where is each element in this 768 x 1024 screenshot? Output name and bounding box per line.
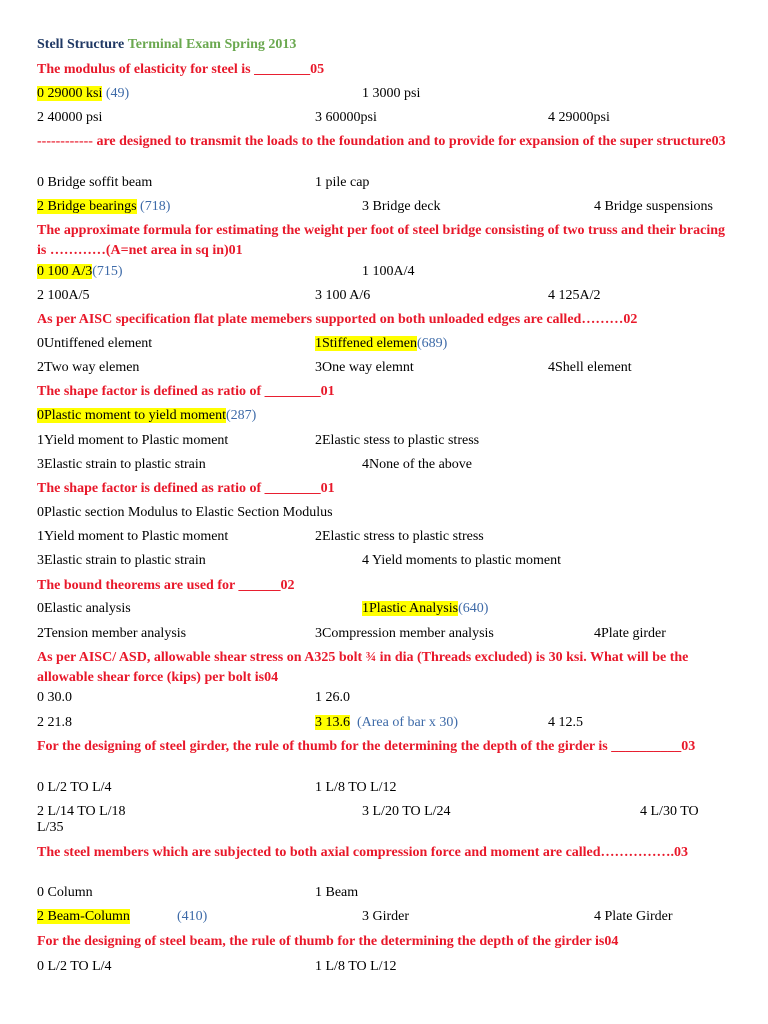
q7-option-2: 2Tension member analysis (37, 626, 187, 641)
q3-row-1 (0, 262, 768, 282)
q1-option-2: 2 40000 psi (37, 110, 103, 125)
q2-option-2: 2 Bridge bearings (37, 199, 137, 214)
q3-option-4: 4 125A/2 (548, 288, 601, 303)
title-subject: Stell Structure (37, 37, 125, 52)
question-8: As per AISC/ ASD, allowable shear stress on A325 bolt ¾ in dia (Threads excluded) is 30 ksi. What will be the allowable shear force (kips) per bolt is04 (37, 650, 689, 685)
q11-option-0: 0 L/2 TO L/4 (37, 959, 112, 974)
q7-row-1 (0, 599, 768, 619)
q3-option-0: 0 100 A/3 (37, 264, 93, 279)
q10-note: (410) (177, 909, 208, 924)
q4-option-1: 1Stiffened elemen (315, 336, 417, 351)
q8-note: (Area of bar x 30) (357, 715, 459, 730)
q10-option-2: 2 Beam-Column (37, 909, 130, 924)
question-1: The modulus of elasticity for steel is ________05 (37, 62, 325, 77)
q6-row-2 (0, 527, 768, 547)
q4-row-2 (0, 358, 768, 378)
q9-option-4-cont: L/35 (37, 820, 64, 835)
q4-option-3: 3One way elemnt (315, 360, 414, 375)
q5-option-0: 0Plastic moment to yield moment (37, 408, 226, 423)
q4-option-4: 4Shell element (548, 360, 632, 375)
q6-row-1 (0, 503, 768, 523)
q9-option-4: 4 L/30 TO (640, 804, 699, 819)
question-9: For the designing of steel girder, the rule of thumb for the determining the depth of the girder is __________03 (37, 739, 696, 754)
question-5: The shape factor is defined as ratio of ________01 (37, 384, 335, 399)
q5-row-2 (0, 431, 768, 451)
question-2: ------------ are designed to transmit the loads to the foundation and to provide for expansion of the super structure03 (37, 134, 726, 149)
q8-row-2 (0, 713, 768, 733)
q2-note: (718) (140, 199, 171, 214)
question-3: The approximate formula for estimating the weight per foot of steel bridge consisting of two truss and their bracing is …………(A=net area in sq in)01 (37, 223, 726, 258)
q8-option-3: 3 13.6 (315, 715, 350, 730)
q2-option-0: 0 Bridge soffit beam (37, 175, 153, 190)
q8-option-1: 1 26.0 (315, 690, 350, 705)
q7-option-1: 1Plastic Analysis (362, 601, 459, 616)
q4-option-2: 2Two way elemen (37, 360, 140, 375)
question-4: As per AISC specification flat plate memebers supported on both unloaded edges are called………02 (37, 312, 638, 327)
q1-row-2 (0, 108, 768, 128)
q2-option-4: 4 Bridge suspensions (594, 199, 713, 214)
q10-option-3: 3 Girder (362, 909, 410, 924)
q10-row-2 (0, 907, 768, 927)
q2-row-2 (0, 197, 768, 217)
q5-option-3: 3Elastic strain to plastic strain (37, 457, 206, 472)
q1-option-4: 4 29000psi (548, 110, 610, 125)
q3-note: (715) (92, 264, 123, 279)
q7-option-4: 4Plate girder (594, 626, 666, 641)
question-11: For the designing of steel beam, the rule of thumb for the determining the depth of the girder is04 (37, 934, 619, 949)
q8-option-4: 4 12.5 (548, 715, 583, 730)
document-title (0, 35, 768, 55)
q8-row-1 (0, 688, 768, 708)
q1-note: (49) (105, 86, 130, 101)
q6-option-4: 4 Yield moments to plastic moment (362, 553, 561, 568)
q10-option-4: 4 Plate Girder (594, 909, 673, 924)
q9-row-1 (0, 778, 768, 798)
q4-option-0: 0Untiffened element (37, 336, 153, 351)
q1-row-1 (0, 84, 768, 104)
title-exam: Terminal Exam Spring 2013 (127, 37, 297, 52)
q6-option-1: 1Yield moment to Plastic moment (37, 529, 229, 544)
q5-note: (287) (225, 408, 257, 423)
q3-option-3: 3 100 A/6 (315, 288, 371, 303)
q7-option-0: 0Elastic analysis (37, 601, 131, 616)
q7-note: (640) (458, 601, 489, 616)
q3-row-2 (0, 286, 768, 306)
q9-option-0: 0 L/2 TO L/4 (37, 780, 112, 795)
q4-row-1 (0, 334, 768, 354)
q7-row-2 (0, 624, 768, 644)
q10-option-1: 1 Beam (315, 885, 359, 900)
q3-option-2: 2 100A/5 (37, 288, 90, 303)
q9-option-3: 3 L/20 TO L/24 (362, 804, 451, 819)
q5-row-3 (0, 455, 768, 475)
q9-option-2: 2 L/14 TO L/18 (37, 804, 126, 819)
q1-option-3: 3 60000psi (315, 110, 377, 125)
q11-option-1: 1 L/8 TO L/12 (315, 959, 397, 974)
q5-option-2: 2Elastic stess to plastic stress (315, 433, 480, 448)
question-10: The steel members which are subjected to both axial compression force and moment are called…………….03 (37, 845, 689, 860)
q3-option-1: 1 100A/4 (362, 264, 415, 279)
q6-option-3: 3Elastic strain to plastic strain (37, 553, 206, 568)
q10-option-0: 0 Column (37, 885, 93, 900)
q2-option-1: 1 pile cap (315, 175, 370, 190)
q4-note: (689) (417, 336, 448, 351)
q1-option-1: 1 3000 psi (362, 86, 421, 101)
q2-option-3: 3 Bridge deck (362, 199, 441, 214)
q5-option-4: 4None of the above (362, 457, 473, 472)
q10-row-1 (0, 883, 768, 903)
q10-option-2-wrap (37, 907, 130, 927)
q2-row-1 (0, 173, 768, 193)
question-7: The bound theorems are used for ______02 (37, 578, 295, 593)
q9-option-1: 1 L/8 TO L/12 (315, 780, 397, 795)
q1-option-0: 0 29000 ksi (37, 86, 103, 101)
q6-option-2: 2Elastic stress to plastic stress (315, 529, 484, 544)
q9-row-3 (0, 818, 768, 838)
q5-option-1: 1Yield moment to Plastic moment (37, 433, 229, 448)
question-6: The shape factor is defined as ratio of ________01 (37, 481, 335, 496)
q11-row-1 (0, 957, 768, 977)
q6-option-0: 0Plastic section Modulus to Elastic Section Modulus (37, 505, 333, 520)
q5-row-1 (0, 406, 768, 426)
q8-option-0: 0 30.0 (37, 690, 72, 705)
q7-option-3: 3Compression member analysis (315, 626, 494, 641)
q8-option-2: 2 21.8 (37, 715, 72, 730)
q6-row-3 (0, 551, 768, 571)
